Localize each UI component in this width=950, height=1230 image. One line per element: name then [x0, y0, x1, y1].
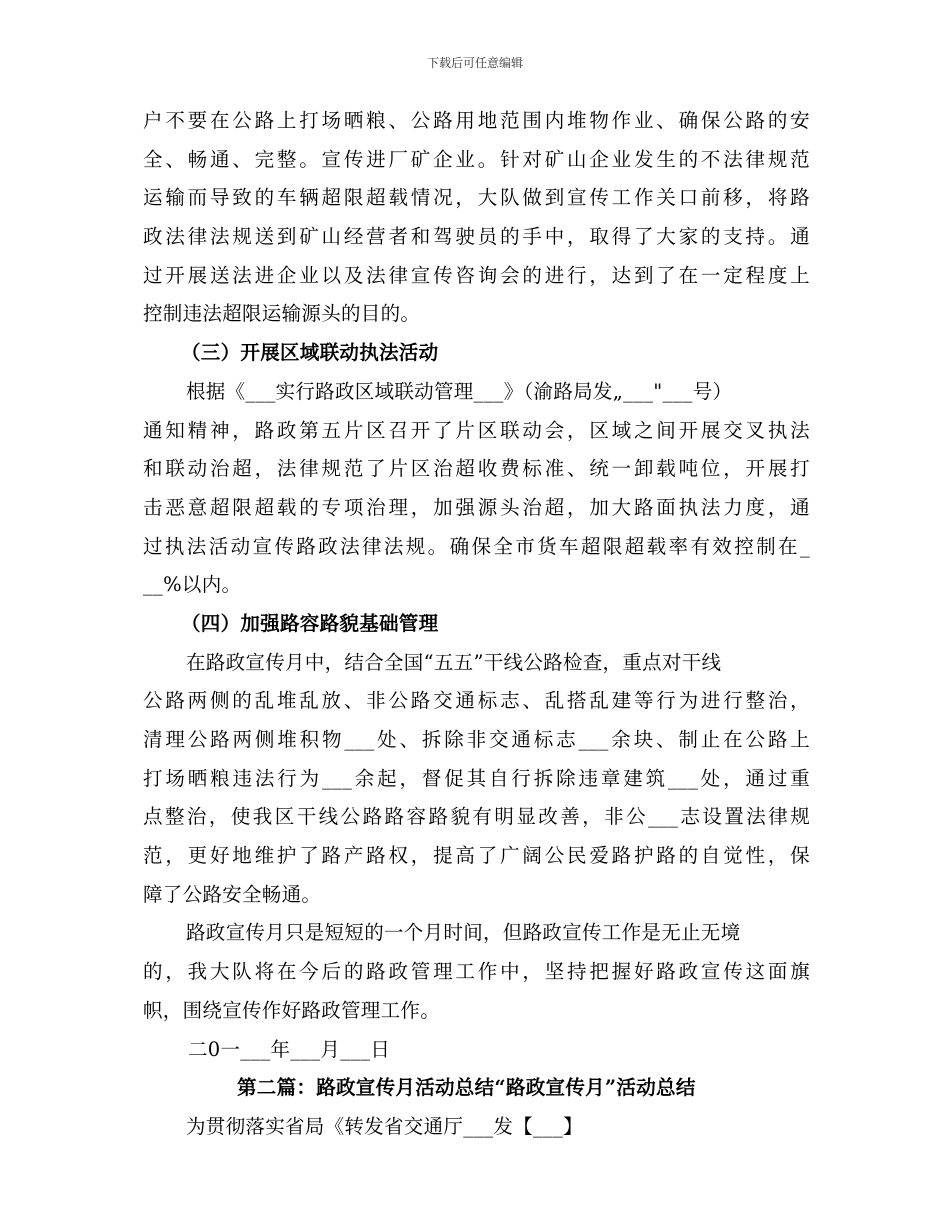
paragraph-line: 障了公路安全畅通。: [143, 882, 322, 906]
paragraph-line: 根据《___实行路政区域联动管理___》（渝路局发„___"___号）: [186, 379, 733, 403]
paragraph-line: 过开展送法进企业以及法律宣传咨询会的进行，达到了在一定程度上: [143, 263, 810, 287]
paragraph-line: 运输而导致的车辆超限超载情况，大队做到宣传工作关口前移，将路: [143, 186, 810, 210]
paragraph-line: 路政宣传月只是短短的一个月时间，但路政宣传工作是无止无境: [186, 921, 741, 945]
paragraph-line: 通知精神，路政第五片区召开了片区联动会，区域之间开展交叉执法: [143, 418, 810, 442]
document-body: [143, 102, 810, 1147]
paragraph-line: 范，更好地维护了路产路权，提高了广阔公民爱路护路的自觉性，保: [143, 844, 810, 868]
paragraph-line: 在路政宣传月中，结合全国“五五”干线公路检查，重点对干线: [186, 650, 722, 674]
paragraph-line: 点整治，使我区干线公路路容路貌有明显改善，非公___志设置法律规: [143, 805, 810, 829]
paragraph-line: 户不要在公路上打场晒粮、公路用地范围内堆物作业、确保公路的安: [143, 109, 810, 132]
paragraph-line: 帜，围绕宣传作好路政管理工作。: [143, 998, 441, 1022]
paragraph-line: 击恶意超限超载的专项治理，加强源头治超，加大路面执法力度，通: [143, 495, 810, 519]
paragraph-line: 和联动治超，法律规范了片区治超收费标准、统一卸载吨位，开展打: [143, 457, 810, 481]
paragraph-line: 过执法活动宣传路政法律法规。确保全市货车超限超载率有效控制在_: [143, 534, 810, 558]
page-header-note: 下载后可任意编辑: [426, 56, 523, 70]
date-line: 二0一___年___月___日: [188, 1037, 391, 1061]
paragraph-line: 清理公路两侧堆积物___处、拆除非交通标志___余块、制止在公路上: [143, 728, 810, 751]
paragraph-line: 为贯彻落实省局《转发省交通厅___发【___】: [186, 1114, 583, 1138]
paragraph-line: 全、畅通、完整。宣传进厂矿企业。针对矿山企业发生的不法律规范: [143, 147, 810, 171]
paragraph-line: 的，我大队将在今后的路政管理工作中，坚持把握好路政宣传这面旗: [143, 960, 810, 984]
paragraph-line: 政法律法规送到矿山经营者和驾驶员的手中，取得了大家的支持。通: [143, 225, 810, 249]
section-heading: （三）开展区域联动执法活动: [181, 341, 439, 365]
paragraph-line: 控制违法超限运输源头的目的。: [143, 302, 421, 326]
second-article-title: 第二篇：路政宣传月活动总结“路政宣传月”活动总结: [237, 1076, 696, 1100]
paragraph-line: __%以内。: [143, 573, 242, 597]
paragraph-line: 打场晒粮违法行为___余起，督促其自行拆除违章建筑___处，通过重: [143, 766, 810, 790]
section-heading: （四）加强路容路貌基础管理: [181, 611, 439, 635]
paragraph-line: 公路两侧的乱堆乱放、非公路交通标志、乱搭乱建等行为进行整治，: [143, 689, 810, 713]
